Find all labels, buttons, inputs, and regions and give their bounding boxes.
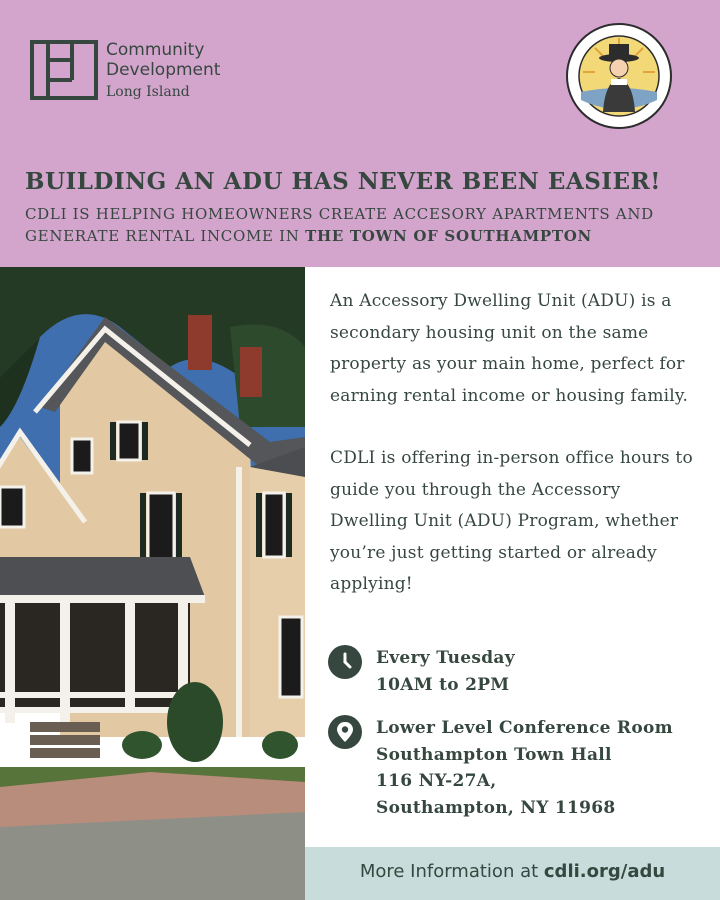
footer-bar: [305, 847, 720, 900]
schedule-info: [328, 645, 698, 705]
town-seal: [565, 22, 673, 130]
more-info-prefix: More Information at: [359, 861, 544, 882]
location-room: Lower Level Conference Room: [376, 718, 673, 738]
description: [330, 286, 700, 601]
logo-community: Community: [106, 40, 205, 60]
more-info-text: [305, 847, 720, 896]
house-photo: [0, 267, 305, 900]
location-info: [328, 715, 698, 825]
clock-icon: [328, 645, 362, 679]
schedule-day: Every Tuesday: [376, 648, 515, 668]
logo-development: Development: [106, 60, 221, 80]
cdli-logo-icon: [30, 40, 98, 100]
location-text: [376, 715, 673, 821]
subheadline-emphasis: THE TOWN OF SOUTHAMPTON: [305, 227, 592, 245]
office-hours-paragraph: CDLI is offering in-person office hours to guide you through the Accessory Dwelling Unit (ADU) Program, whether you’re just getting started or already applying!: [330, 448, 693, 594]
cdli-logo[interactable]: [30, 40, 230, 104]
location-building: Southampton Town Hall: [376, 744, 612, 765]
schedule-text: [376, 645, 515, 698]
town-seal-icon: [565, 22, 673, 130]
more-info-link[interactable]: cdli.org/adu: [543, 861, 666, 882]
logo-long-island: Long Island: [106, 84, 190, 100]
headline: BUILDING AN ADU HAS NEVER BEEN EASIER!: [25, 168, 661, 195]
adu-definition-paragraph: An Accessory Dwelling Unit (ADU) is a secondary housing unit on the same property as your main home, perfect for earning rental income or housing family.: [330, 291, 689, 406]
location-city: Southampton, NY 11968: [376, 797, 616, 818]
schedule-hours: 10AM to 2PM: [376, 674, 510, 695]
location-street: 116 NY-27A,: [376, 771, 497, 791]
subheadline: [25, 203, 705, 247]
header-banner: [0, 0, 720, 267]
subheadline-text: CDLI IS HELPING HOMEOWNERS CREATE ACCESORY APARTMENTS AND GENERATE RENTAL INCOME IN: [25, 205, 654, 245]
map-pin-icon: [328, 715, 362, 749]
